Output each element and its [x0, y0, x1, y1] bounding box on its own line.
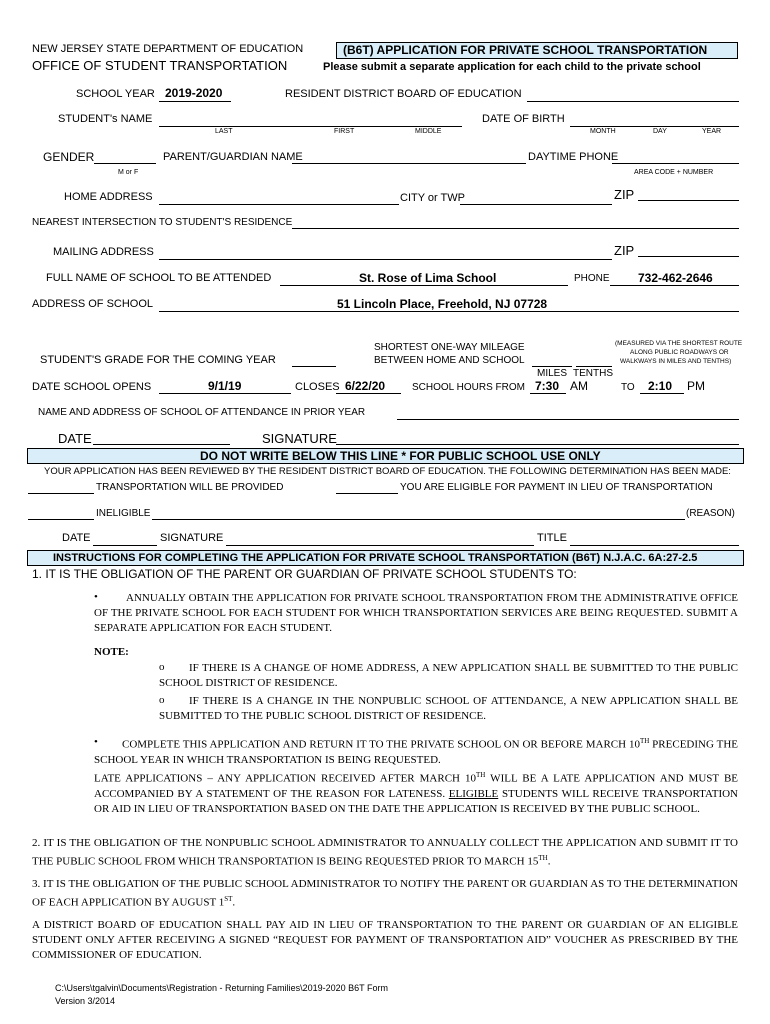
parent-signature-label: SIGNATURE	[262, 431, 337, 446]
parent-date-field[interactable]	[93, 444, 230, 445]
instruction-item-3: 3. IT IS THE OBLIGATION OF THE PUBLIC SCHOOL ADMINISTRATOR TO NOTIFY THE PARENT OR GUARDIAN AS TO THE DETERMINATION OF EACH APPLICATION BY AUGUST 1ST.	[32, 878, 738, 909]
student-name-label: STUDENT's NAME	[58, 113, 153, 125]
dob-field[interactable]	[570, 126, 739, 127]
to-label: TO	[621, 382, 635, 393]
tenths-field[interactable]	[576, 366, 612, 367]
note-1-text: IF THERE IS A CHANGE OF HOME ADDRESS, A NEW APPLICATION SHALL BE SUBMITTED TO THE PUBLIC SCHOOL DISTRICT OF RESIDENCE.	[159, 662, 738, 689]
parent-field[interactable]	[292, 163, 526, 164]
office-signature-field[interactable]	[226, 545, 534, 546]
home-address-field[interactable]	[159, 204, 399, 205]
office-use-banner	[27, 448, 744, 464]
gender-field[interactable]	[94, 163, 156, 164]
form-subtitle: Please submit a separate application for each child to the private school	[323, 61, 701, 73]
school-name-line	[280, 285, 568, 286]
hours-from-label: SCHOOL HOURS FROM	[412, 382, 525, 393]
closes-line	[336, 393, 401, 394]
opens-line	[159, 393, 291, 394]
bullet-2-text: COMPLETE THIS APPLICATION AND RETURN IT TO THE PRIVATE SCHOOL ON OR BEFORE MARCH 10TH PRECEDING THE SCHOOL YEAR IN WHICH TRANSPORTATION IS BEING REQUESTED.	[94, 737, 738, 766]
department-name: NEW JERSEY STATE DEPARTMENT OF EDUCATION	[32, 43, 304, 55]
note-1-marker: o	[159, 661, 165, 673]
mileage-label-line2: BETWEEN HOME AND SCHOOL	[374, 355, 525, 366]
instructions-banner-text: INSTRUCTIONS FOR COMPLETING THE APPLICATION FOR PRIVATE SCHOOL TRANSPORTATION (B6T) N.J.A.C. 6A:27-2.5	[53, 552, 698, 564]
resident-board-label: RESIDENT DISTRICT BOARD OF EDUCATION	[285, 88, 522, 100]
dob-year-hint: YEAR	[702, 128, 722, 135]
name-last-hint: LAST	[215, 128, 233, 135]
zip-label: ZIP	[614, 187, 635, 202]
phone-label: DAYTIME PHONE	[528, 151, 619, 163]
office-signature-label: SIGNATURE	[160, 532, 224, 544]
bullet-2-marker: •	[94, 736, 98, 748]
school-year-label: SCHOOL YEAR	[76, 88, 155, 100]
instruction-item-1: 1. IT IS THE OBLIGATION OF THE PARENT OR GUARDIAN OF PRIVATE SCHOOL STUDENTS TO:	[32, 567, 577, 581]
grade-field[interactable]	[292, 366, 336, 367]
hours-to-line	[640, 393, 684, 394]
city-label: CITY or TWP	[400, 192, 465, 204]
school-address-value[interactable]: 51 Lincoln Place, Freehold, NJ 07728	[337, 297, 548, 311]
opens-value[interactable]: 9/1/19	[208, 379, 242, 393]
phone-field[interactable]	[612, 163, 739, 164]
school-address-line	[159, 311, 739, 312]
school-phone-label: PHONE	[574, 273, 610, 284]
reason-field[interactable]	[152, 519, 685, 520]
mailing-label: MAILING ADDRESS	[53, 246, 154, 258]
school-year-value[interactable]: 2019-2020	[165, 86, 223, 100]
parent-signature-field[interactable]	[336, 444, 739, 445]
office-use-banner-text: DO NOT WRITE BELOW THIS LINE * FOR PUBLIC SCHOOL USE ONLY	[200, 449, 601, 463]
resident-board-field[interactable]	[527, 101, 739, 102]
reviewed-statement: YOUR APPLICATION HAS BEEN REVIEWED BY THE RESIDENT DISTRICT BOARD OF EDUCATION. THE FOLLOWING DETERMINATION HAS BEEN MADE:	[44, 466, 731, 477]
note-label: NOTE:	[94, 646, 129, 658]
instruction-item-2: 2. IT IS THE OBLIGATION OF THE NONPUBLIC SCHOOL ADMINISTRATOR TO ANNUALLY COLLECT THE APPLICATION AND SUBMIT IT TO THE PUBLIC SCHOOL FROM WHICH TRANSPORTATION IS BEING REQUESTED PRIOR TO MARCH 15TH.	[32, 837, 738, 868]
measured-note-line1: (MEASURED VIA THE SHORTEST ROUTE	[615, 340, 743, 347]
school-phone-value[interactable]: 732-462-2646	[638, 271, 713, 285]
school-name-label: FULL NAME OF SCHOOL TO BE ATTENDED	[46, 272, 272, 284]
office-name: OFFICE OF STUDENT TRANSPORTATION	[32, 58, 288, 73]
payment-check-line[interactable]	[336, 493, 398, 494]
miles-field[interactable]	[532, 366, 572, 367]
parent-label: PARENT/GUARDIAN NAME	[163, 151, 303, 163]
provided-check-line[interactable]	[28, 493, 94, 494]
hours-to-value[interactable]: 2:10	[648, 379, 673, 393]
form-title: (B6T) APPLICATION FOR PRIVATE SCHOOL TRANSPORTATION	[343, 43, 708, 57]
form-title-box	[336, 42, 738, 59]
office-date-field[interactable]	[93, 545, 157, 546]
dob-label: DATE OF BIRTH	[482, 113, 565, 125]
office-title-field[interactable]	[570, 545, 739, 546]
name-first-hint: FIRST	[334, 128, 355, 135]
prior-school-label: NAME AND ADDRESS OF SCHOOL OF ATTENDANCE IN PRIOR YEAR	[38, 407, 366, 418]
city-field[interactable]	[460, 204, 612, 205]
am-label: AM	[570, 379, 588, 393]
ineligible-check-line[interactable]	[28, 519, 94, 520]
provided-label: TRANSPORTATION WILL BE PROVIDED	[96, 482, 284, 493]
note-2-marker: o	[159, 694, 165, 706]
measured-note-line3: WALKWAYS IN MILES AND TENTHS)	[620, 358, 732, 365]
intersection-field[interactable]	[292, 228, 739, 229]
gender-label: GENDER	[43, 150, 95, 164]
bullet-1-marker: •	[94, 591, 98, 603]
parent-date-label: DATE	[58, 431, 92, 446]
office-title-label: TITLE	[537, 532, 567, 544]
late-applications-text: LATE APPLICATIONS – ANY APPLICATION RECEIVED AFTER MARCH 10TH WILL BE A LATE APPLICATION AND MUST BE ACCOMPANIED BY A STATEMENT OF THE REASON FOR LATENESS. ELIGIBLE STUDENTS WILL RECEIVE TRANSPORTATION OR AID IN LIEU OF TRANSPORTATION BASED ON THE DATE THE APPLICATION IS RECEIVED BY THE PUBLIC SCHOOL.	[94, 771, 738, 815]
school-name-value[interactable]: St. Rose of Lima School	[359, 271, 497, 285]
school-year-line	[159, 101, 231, 102]
opens-label: DATE SCHOOL OPENS	[32, 381, 152, 393]
office-date-label: DATE	[62, 532, 91, 544]
closes-label: CLOSES	[295, 381, 340, 393]
closes-value[interactable]: 6/22/20	[345, 379, 386, 393]
dob-day-hint: DAY	[653, 128, 667, 135]
dob-month-hint: MONTH	[590, 128, 616, 135]
grade-label: STUDENT'S GRADE FOR THE COMING YEAR	[40, 354, 276, 366]
intersection-label: NEAREST INTERSECTION TO STUDENT'S RESIDENCE	[32, 217, 293, 228]
footer-path: C:\Users\tgalvin\Documents\Registration - Returning Families\2019-2020 B6T Form	[55, 983, 388, 993]
mileage-label-line1: SHORTEST ONE-WAY MILEAGE	[374, 342, 525, 353]
zip2-field[interactable]	[638, 256, 739, 257]
footer-version: Version 3/2014	[55, 996, 116, 1006]
instructions-banner	[27, 550, 744, 566]
home-address-label: HOME ADDRESS	[64, 191, 153, 203]
gender-hint: M or F	[118, 169, 139, 176]
hours-from-line	[530, 393, 566, 394]
mailing-field[interactable]	[159, 259, 612, 260]
school-address-label: ADDRESS OF SCHOOL	[32, 298, 154, 310]
zip2-label: ZIP	[614, 243, 635, 258]
zip-field[interactable]	[638, 200, 739, 201]
ineligible-label: INELIGIBLE	[96, 508, 151, 519]
name-middle-hint: MIDDLE	[415, 128, 442, 135]
school-phone-line	[610, 285, 739, 286]
bullet-1-text: ANNUALLY OBTAIN THE APPLICATION FOR PRIVATE SCHOOL TRANSPORTATION FROM THE ADMINISTRATIVE OFFICE OF THE PRIVATE SCHOOL FOR EACH STUDENT FOR WHICH TRANSPORTATION SERVICES ARE BEING REQUESTED. SUBMIT A SEPARATE APPLICATION FOR EACH STUDENT.	[94, 592, 738, 634]
miles-label: MILES	[537, 368, 568, 379]
hours-from-value[interactable]: 7:30	[535, 379, 560, 393]
payment-label: YOU ARE ELIGIBLE FOR PAYMENT IN LIEU OF TRANSPORTATION	[400, 482, 713, 493]
prior-school-field[interactable]	[397, 419, 739, 420]
pm-label: PM	[687, 379, 705, 393]
tenths-label: TENTHS	[573, 368, 613, 379]
measured-note-line2: ALONG PUBLIC ROADWAYS OR	[630, 349, 729, 356]
phone-hint: AREA CODE + NUMBER	[634, 169, 714, 176]
student-name-field[interactable]	[159, 126, 462, 127]
note-2-text: IF THERE IS A CHANGE IN THE NONPUBLIC SCHOOL OF ATTENDANCE, A NEW APPLICATION SHALL BE SUBMITTED TO THE PUBLIC SCHOOL DISTRICT OF RESIDENCE.	[159, 695, 738, 722]
reason-label: (REASON)	[686, 508, 735, 519]
aid-paragraph: A DISTRICT BOARD OF EDUCATION SHALL PAY AID IN LIEU OF TRANSPORTATION TO THE PARENT OR GUARDIAN OF AN ELIGIBLE STUDENT ONLY AFTER RECEIVING A SIGNED “REQUEST FOR PAYMENT OF TRANSPORTATION AID” VOUCHER AS PRESCRIBED BY THE COMMISSIONER OF EDUCATION.	[32, 919, 738, 961]
